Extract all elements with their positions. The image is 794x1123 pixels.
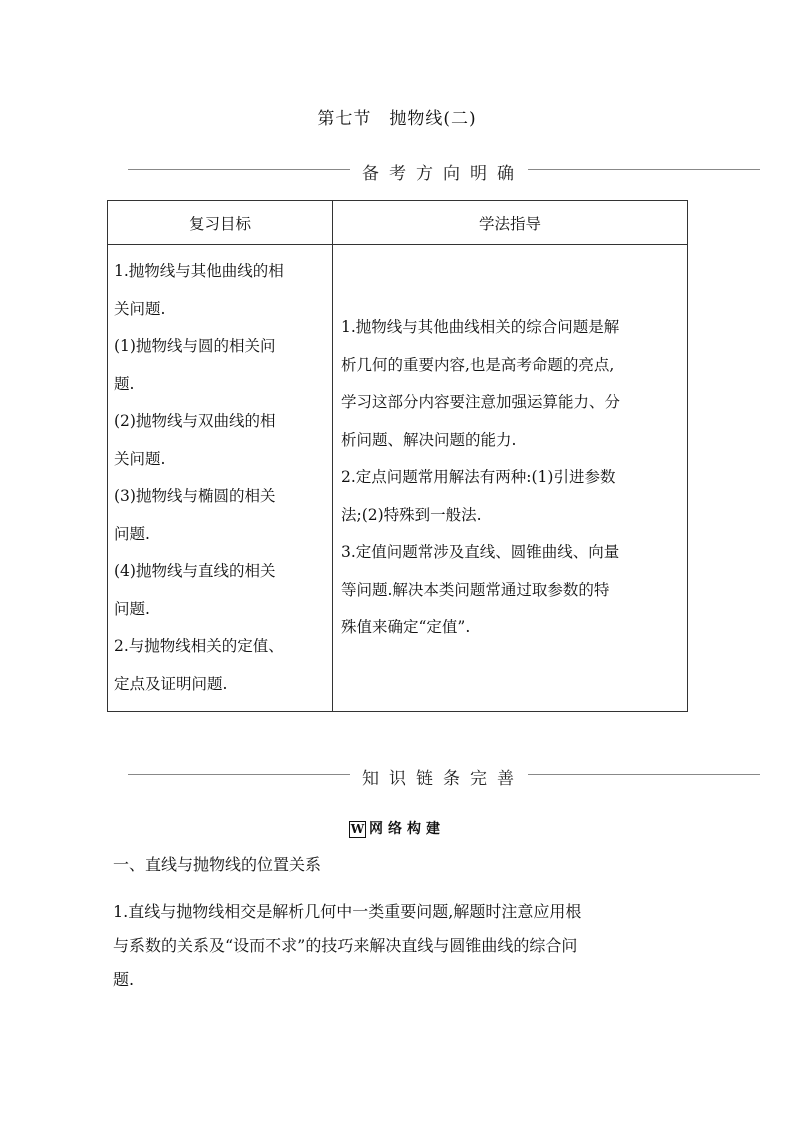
paragraph-line: 与系数的关系及“设而不求”的技巧来解决直线与圆锥曲线的综合问 [113, 936, 578, 955]
guidance-line: 法;(2)特殊到一般法. [341, 505, 482, 524]
section-title [0, 104, 794, 129]
divider-right [528, 774, 760, 775]
guidance-line: 析几何的重要内容,也是高考命题的亮点, [341, 355, 615, 374]
subheading-text: 网络构建 [369, 821, 445, 837]
header-review-goals: 复习目标 [108, 201, 333, 245]
guidance-line: 析问题、解决问题的能力. [341, 430, 517, 449]
goal-line: 题. [114, 374, 135, 393]
goal-line: 1.抛物线与其他曲线的相 [114, 262, 284, 280]
section-name: 抛物线(二) [389, 109, 477, 129]
table-row [108, 245, 688, 712]
paragraph-line: 1.直线与抛物线相交是解析几何中一类重要问题,解题时注意应用根 [113, 902, 582, 921]
banner-knowledge-chain [128, 764, 760, 789]
guidance-line: 1.抛物线与其他曲线相关的综合问题是解 [341, 318, 620, 337]
table-header-row [108, 201, 688, 245]
divider-left [128, 169, 350, 170]
goal-line: (3)抛物线与椭圆的相关 [114, 487, 276, 505]
header-study-guidance: 学法指导 [333, 201, 688, 245]
goal-line: 2.与抛物线相关的定值、 [114, 637, 284, 655]
goal-line: 定点及证明问题. [114, 674, 228, 693]
goal-line: (2)抛物线与双曲线的相 [114, 412, 276, 430]
guidance-line: 学习这部分内容要注意加强运算能力、分 [341, 393, 621, 412]
goal-line: 关问题. [114, 449, 166, 468]
guidance-line: 殊值来确定“定值”. [341, 618, 471, 637]
goal-line: 关问题. [114, 299, 166, 318]
divider-right [528, 169, 760, 170]
divider-left [128, 774, 350, 775]
guidance-line: 3.定值问题常涉及直线、圆锥曲线、向量 [341, 543, 620, 562]
banner-exam-direction [128, 159, 760, 184]
review-goals-cell [108, 245, 333, 712]
goal-line: (4)抛物线与直线的相关 [114, 562, 276, 580]
banner-title: 备考方向明确 [362, 164, 524, 184]
section-heading: 一、直线与抛物线的位置关系 [113, 855, 322, 874]
goal-line: 问题. [114, 599, 150, 618]
goals-table [107, 200, 688, 712]
guidance-line: 2.定点问题常用解法有两种:(1)引进参数 [341, 468, 616, 487]
paragraph-line: 题. [113, 970, 135, 989]
guidance-line: 等问题.解决本类问题常通过取参数的特 [341, 580, 610, 599]
section-number: 第七节 [317, 109, 372, 129]
goal-line: 问题. [114, 524, 150, 543]
goal-line: (1)抛物线与圆的相关问 [114, 337, 276, 355]
w-badge-icon: W [350, 821, 365, 836]
study-guidance-cell [333, 245, 688, 712]
network-construction-subheading [0, 818, 794, 838]
banner-title: 知识链条完善 [362, 769, 524, 789]
body-paragraph [113, 895, 686, 997]
